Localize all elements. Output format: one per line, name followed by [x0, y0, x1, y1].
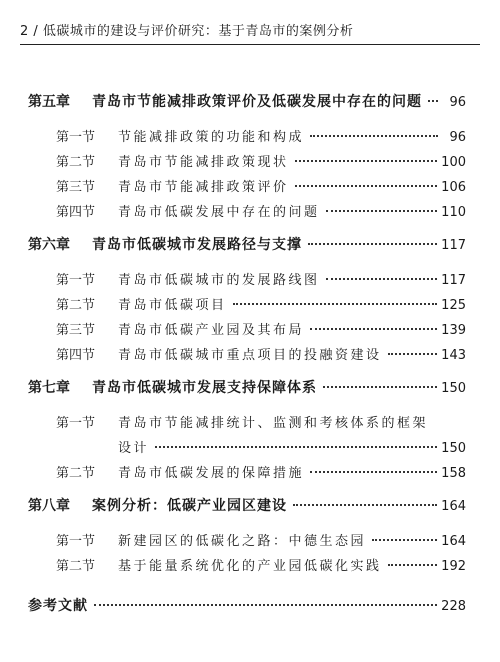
chapter-number: 第六章: [28, 237, 70, 253]
section-number: 第二节: [56, 298, 96, 313]
header-rule: [20, 44, 480, 45]
section-number: 第一节: [56, 534, 96, 549]
references-title: 参考文献: [28, 598, 88, 614]
section-entry[interactable]: [56, 344, 466, 363]
references-entry[interactable]: [28, 595, 466, 615]
section-entry[interactable]: [56, 319, 466, 338]
header-text: 2 / 低碳城市的建设与评价研究：基于青岛市的案例分析: [20, 24, 354, 39]
section-title: 节能减排政策的功能和构成: [118, 130, 305, 145]
page-number: 117: [441, 238, 466, 253]
dot-leader: [155, 445, 437, 448]
page-number: 125: [441, 298, 466, 313]
dot-leader: [310, 134, 438, 137]
section-title: 青岛市节能减排政策评价: [118, 180, 289, 195]
page-number: 164: [441, 499, 466, 514]
chapter-title: 青岛市低碳城市发展路径与支撑: [92, 237, 302, 253]
page-number: 164: [441, 534, 466, 549]
section-entry[interactable]: [56, 294, 466, 313]
page-number: 106: [441, 180, 466, 195]
page-number: 100: [441, 155, 466, 170]
section-number: 第二节: [56, 466, 96, 481]
section-title: 青岛市低碳城市重点项目的投融资建设: [118, 348, 382, 363]
section-number: 第二节: [56, 559, 96, 574]
dot-leader: [295, 159, 438, 162]
section-number: 第一节: [56, 416, 96, 431]
page-number: 139: [441, 323, 466, 338]
page-number: 192: [441, 559, 466, 574]
section-number: 第三节: [56, 323, 96, 338]
page-number: 96: [449, 130, 466, 145]
section-entry-continuation[interactable]: [118, 437, 466, 456]
section-title-continuation: 设计: [118, 441, 150, 456]
chapter-6-entry[interactable]: [28, 234, 466, 254]
chapter-7-entry[interactable]: [28, 377, 466, 397]
section-entry[interactable]: [56, 126, 466, 145]
dot-leader: [233, 302, 438, 305]
section-entry[interactable]: [56, 412, 466, 431]
dot-leader: [310, 327, 437, 330]
section-title: 青岛市低碳项目: [118, 298, 227, 313]
dot-leader: [295, 184, 438, 187]
section-title: 青岛市节能减排统计、监测和考核体系的框架: [118, 416, 429, 431]
chapter-5-entry[interactable]: [28, 91, 466, 111]
dot-leader: [323, 385, 437, 388]
chapter-number: 第五章: [28, 94, 70, 110]
section-number: 第二节: [56, 155, 96, 170]
chapter-8-entry[interactable]: [28, 495, 466, 515]
dot-leader: [293, 503, 437, 506]
chapter-number: 第八章: [28, 498, 70, 514]
section-title: 青岛市低碳发展的保障措施: [118, 466, 305, 481]
page-number: 110: [441, 205, 466, 220]
dot-leader: [308, 242, 437, 245]
section-title: 青岛市低碳城市的发展路线图: [118, 273, 320, 288]
dot-leader: [326, 277, 438, 280]
page-number: 150: [441, 381, 466, 396]
dot-leader: [372, 538, 437, 541]
section-title: 新建园区的低碳化之路：中德生态园: [118, 534, 367, 549]
chapter-title: 案例分析：低碳产业园区建设: [92, 498, 287, 514]
dot-leader: [326, 209, 438, 212]
dot-leader: [388, 352, 438, 355]
section-entry[interactable]: [56, 555, 466, 574]
section-number: 第一节: [56, 130, 96, 145]
section-entry[interactable]: [56, 176, 466, 195]
section-number: 第一节: [56, 273, 96, 288]
section-entry[interactable]: [56, 530, 466, 549]
dot-leader: [388, 563, 438, 566]
section-entry[interactable]: [56, 462, 466, 481]
dot-leader: [428, 99, 438, 102]
section-entry[interactable]: [56, 151, 466, 170]
dot-leader: [310, 470, 437, 473]
page-number: 117: [441, 273, 466, 288]
page-number: 143: [441, 348, 466, 363]
section-entry[interactable]: [56, 201, 466, 220]
section-entry[interactable]: [56, 269, 466, 288]
section-title: 青岛市节能减排政策现状: [118, 155, 289, 170]
dot-leader: [94, 603, 437, 606]
page-number: 96: [449, 95, 466, 110]
page-number: 150: [441, 441, 466, 456]
section-title: 基于能量系统优化的产业园低碳化实践: [118, 559, 382, 574]
section-title: 青岛市低碳产业园及其布局: [118, 323, 305, 338]
page-number: 158: [441, 466, 466, 481]
section-number: 第四节: [56, 205, 96, 220]
section-title: 青岛市低碳发展中存在的问题: [118, 205, 320, 220]
chapter-title: 青岛市节能减排政策评价及低碳发展中存在的问题: [92, 94, 422, 110]
chapter-title: 青岛市低碳城市发展支持保障体系: [92, 380, 317, 396]
section-number: 第三节: [56, 180, 96, 195]
chapter-number: 第七章: [28, 380, 70, 396]
running-header: [20, 20, 480, 39]
section-number: 第四节: [56, 348, 96, 363]
page-number: 228: [441, 599, 466, 614]
